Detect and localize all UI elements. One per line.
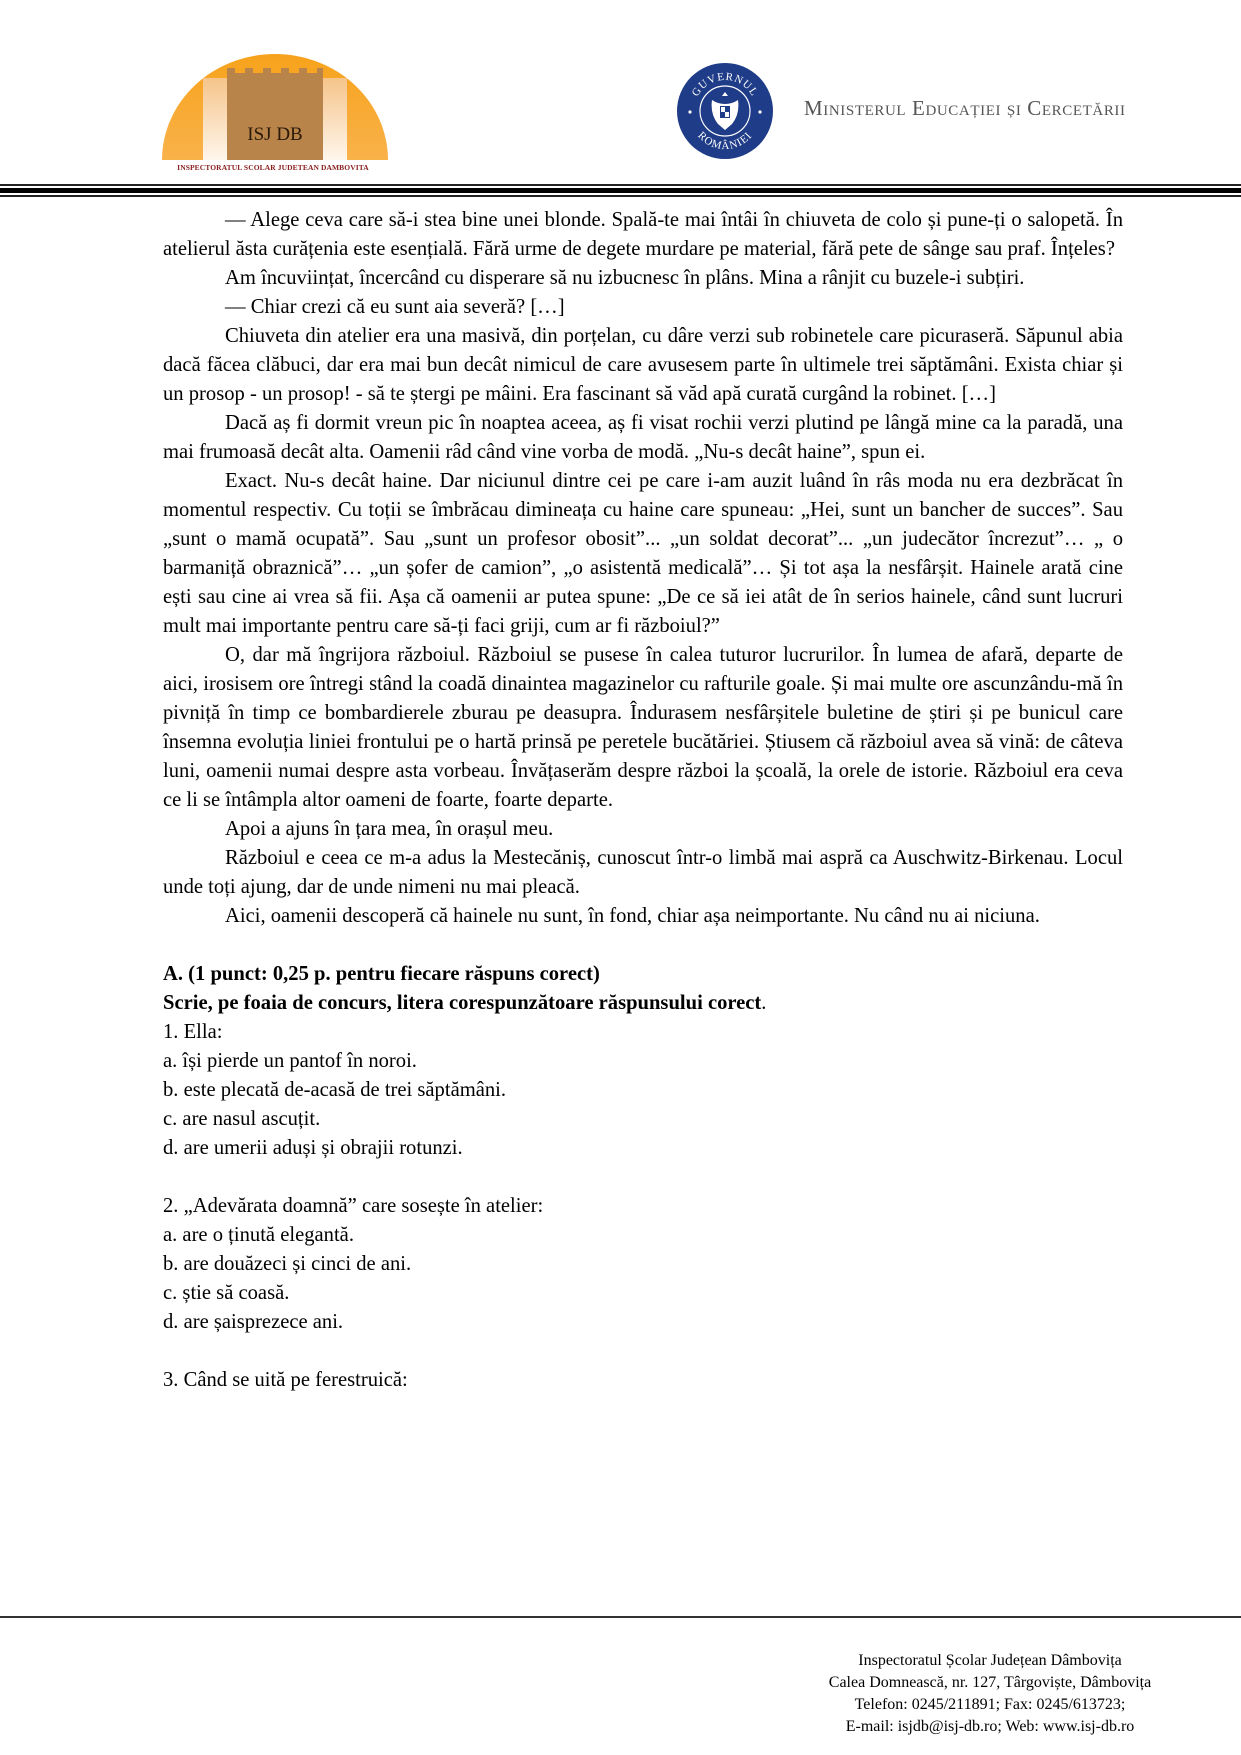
answer-option-a: a. își pierde un pantof în noroi. bbox=[163, 1050, 417, 1072]
passage-paragraph: — Alege ceva care să-i stea bine unei blonde. Spală-te mai întâi în chiuveta de colo și pune-ți o salopetă. În atelierul ăsta curățenia este esențială. Fără urme de degete murdare pe material, fără pete de sânge sau praf. Înțeles? bbox=[163, 209, 1123, 260]
spacer bbox=[163, 1337, 1123, 1366]
question-1 bbox=[163, 1018, 1123, 1163]
question-stem: 2. „Adevărata doamnă” care sosește în atelier: bbox=[163, 1195, 544, 1217]
isj-tower-sun-icon bbox=[160, 48, 390, 178]
passage-paragraph: Exact. Nu-s decât haine. Dar niciunul dintre cei pe care i-am auzit luând în râs moda nu era dezbrăcat în momentul respectiv. Cu toții se îmbrăcau dimineața cu haine care spuneau: „Hei, sunt un bancher de succes”. Sau „sunt o mamă ocupată”. Sau „sunt un profesor obosit”... „un soldat decorat”... „un judecător încrezut”… „ o barmaniță obraznică”… „un șofer de camion”, „o asistentă medicală”… Și tot așa la nesfârșit. Hainele arată cine ești sau cine ai vrea să fii. Așa că oamenii ar putea spune: „De ce să iei atât de în serios hainele, când sunt lucruri mult mai importante pentru care să-ți faci griji, cum ar fi războiul?” bbox=[163, 470, 1123, 637]
answer-option-a: a. are o ținută elegantă. bbox=[163, 1224, 354, 1246]
answer-option-c: c. are nasul ascuțit. bbox=[163, 1108, 321, 1130]
header-divider bbox=[0, 184, 1241, 197]
passage-paragraph: Am încuviințat, încercând cu disperare să nu izbucnesc în plâns. Mina a rânjit cu buzele-i subțiri. bbox=[225, 267, 1025, 289]
isj-logo-caption: INSPECTORATUL SCOLAR JUDETEAN DAMBOVITA bbox=[177, 163, 369, 172]
question-stem: 3. Când se uită pe ferestruică: bbox=[163, 1369, 408, 1391]
government-seal bbox=[676, 62, 774, 160]
section-a-heading: A. (1 punct: 0,25 p. pentru fiecare răspuns corect) bbox=[163, 963, 600, 985]
section-a bbox=[163, 960, 1123, 1395]
ministry-name: Ministerul Educației și Cercetării bbox=[804, 96, 1126, 120]
svg-text:GUVERNUL: GUVERNUL bbox=[689, 70, 761, 99]
answer-option-b: b. este plecată de-acasă de trei săptămâni. bbox=[163, 1079, 507, 1101]
spacer bbox=[163, 931, 1123, 960]
footer-institution: Inspectoratul Școlar Județean Dâmbovița bbox=[858, 1652, 1122, 1669]
instruction-period: . bbox=[761, 992, 767, 1014]
passage-paragraph: Dacă aș fi dormit vreun pic în noaptea aceea, aș fi visat rochii verzi plutind pe lângă mine ca la paradă, una mai frumoasă decât alta. Oamenii râd când vine vorba de modă. „Nu-s decât haine”, spun ei. bbox=[163, 412, 1123, 463]
question-3 bbox=[163, 1366, 1123, 1395]
spacer bbox=[163, 1163, 1123, 1192]
svg-text:ROMÂNIEI: ROMÂNIEI bbox=[695, 129, 755, 153]
answer-option-b: b. are douăzeci și cinci de ani. bbox=[163, 1253, 412, 1275]
passage-paragraph: O, dar mă îngrijora războiul. Războiul se pusese în calea tuturor lucrurilor. În lumea de afară, departe de aici, irosisem ore întregi stând la coadă dinaintea magazinelor cu rafturile goale. Și mai multe ore ascunzându-mă în pivniță în timp ce bombardierele zburau pe deasupra. Îndurasem nesfârșitele buletine de știri și pe bunicul care însemna evoluția liniei frontului pe o hartă prinsă pe peretele bucătăriei. Știusem că războiul avea să vină: de câteva luni, oamenii numai despre asta vorbeau. Învățaserăm despre război la școală, la orele de istorie. Războiul era ceva ce li se întâmpla altor oameni de foarte, foarte departe. bbox=[163, 644, 1123, 811]
footer-phone-fax: Telefon: 0245/211891; Fax: 0245/613723; bbox=[854, 1696, 1126, 1713]
instruction-text: Scrie, pe foaia de concurs, litera corespunzătoare răspunsului corect bbox=[163, 992, 762, 1014]
footer-divider bbox=[0, 1616, 1241, 1618]
answer-option-d: d. are șaisprezece ani. bbox=[163, 1311, 344, 1333]
document-body bbox=[163, 206, 1123, 1395]
passage-paragraph: Apoi a ajuns în țara mea, în orașul meu. bbox=[225, 818, 554, 840]
passage-paragraph: Chiuveta din atelier era una masivă, din porțelan, cu dâre verzi sub robinetele care picuraseră. Săpunul abia dacă făcea clăbuci, dar era mai bun decât nimicul de care avusesem parte în ultimele trei săptămâni. Exista chiar și un prosop - un prosop! - să te ștergi pe mâini. Era fascinant să văd apă curată curgând la robinet. […] bbox=[163, 325, 1123, 405]
question-2 bbox=[163, 1192, 1123, 1337]
page-header bbox=[0, 0, 1241, 200]
question-stem: 1. Ella: bbox=[163, 1021, 223, 1043]
isj-db-logo bbox=[160, 48, 390, 178]
page-footer bbox=[770, 1650, 1210, 1738]
passage-paragraph: Războiul e ceea ce m-a adus la Mestecăniș, cunoscut într-o limbă mai aspră ca Auschwitz-Birkenau. Locul unde toți ajung, dar de unde nimeni nu mai pleacă. bbox=[163, 847, 1123, 898]
footer-email-web: E-mail: isjdb@isj-db.ro; Web: www.isj-db.ro bbox=[845, 1718, 1135, 1735]
romanian-coat-of-arms-icon bbox=[676, 62, 774, 160]
reading-passage bbox=[163, 206, 1123, 931]
passage-paragraph: Aici, oamenii descoperă că hainele nu sunt, în fond, chiar așa neimportante. Nu când nu ai niciuna. bbox=[225, 905, 1040, 927]
answer-option-c: c. știe să coasă. bbox=[163, 1282, 290, 1304]
section-a-instruction bbox=[163, 989, 1123, 1018]
passage-paragraph: — Chiar crezi că eu sunt aia severă? […] bbox=[225, 296, 565, 318]
footer-address: Calea Domnească, nr. 127, Târgoviște, Dâmbovița bbox=[828, 1674, 1152, 1691]
svg-text:ISJ DB: ISJ DB bbox=[247, 124, 303, 145]
answer-option-d: d. are umerii aduși și obrajii rotunzi. bbox=[163, 1137, 463, 1159]
